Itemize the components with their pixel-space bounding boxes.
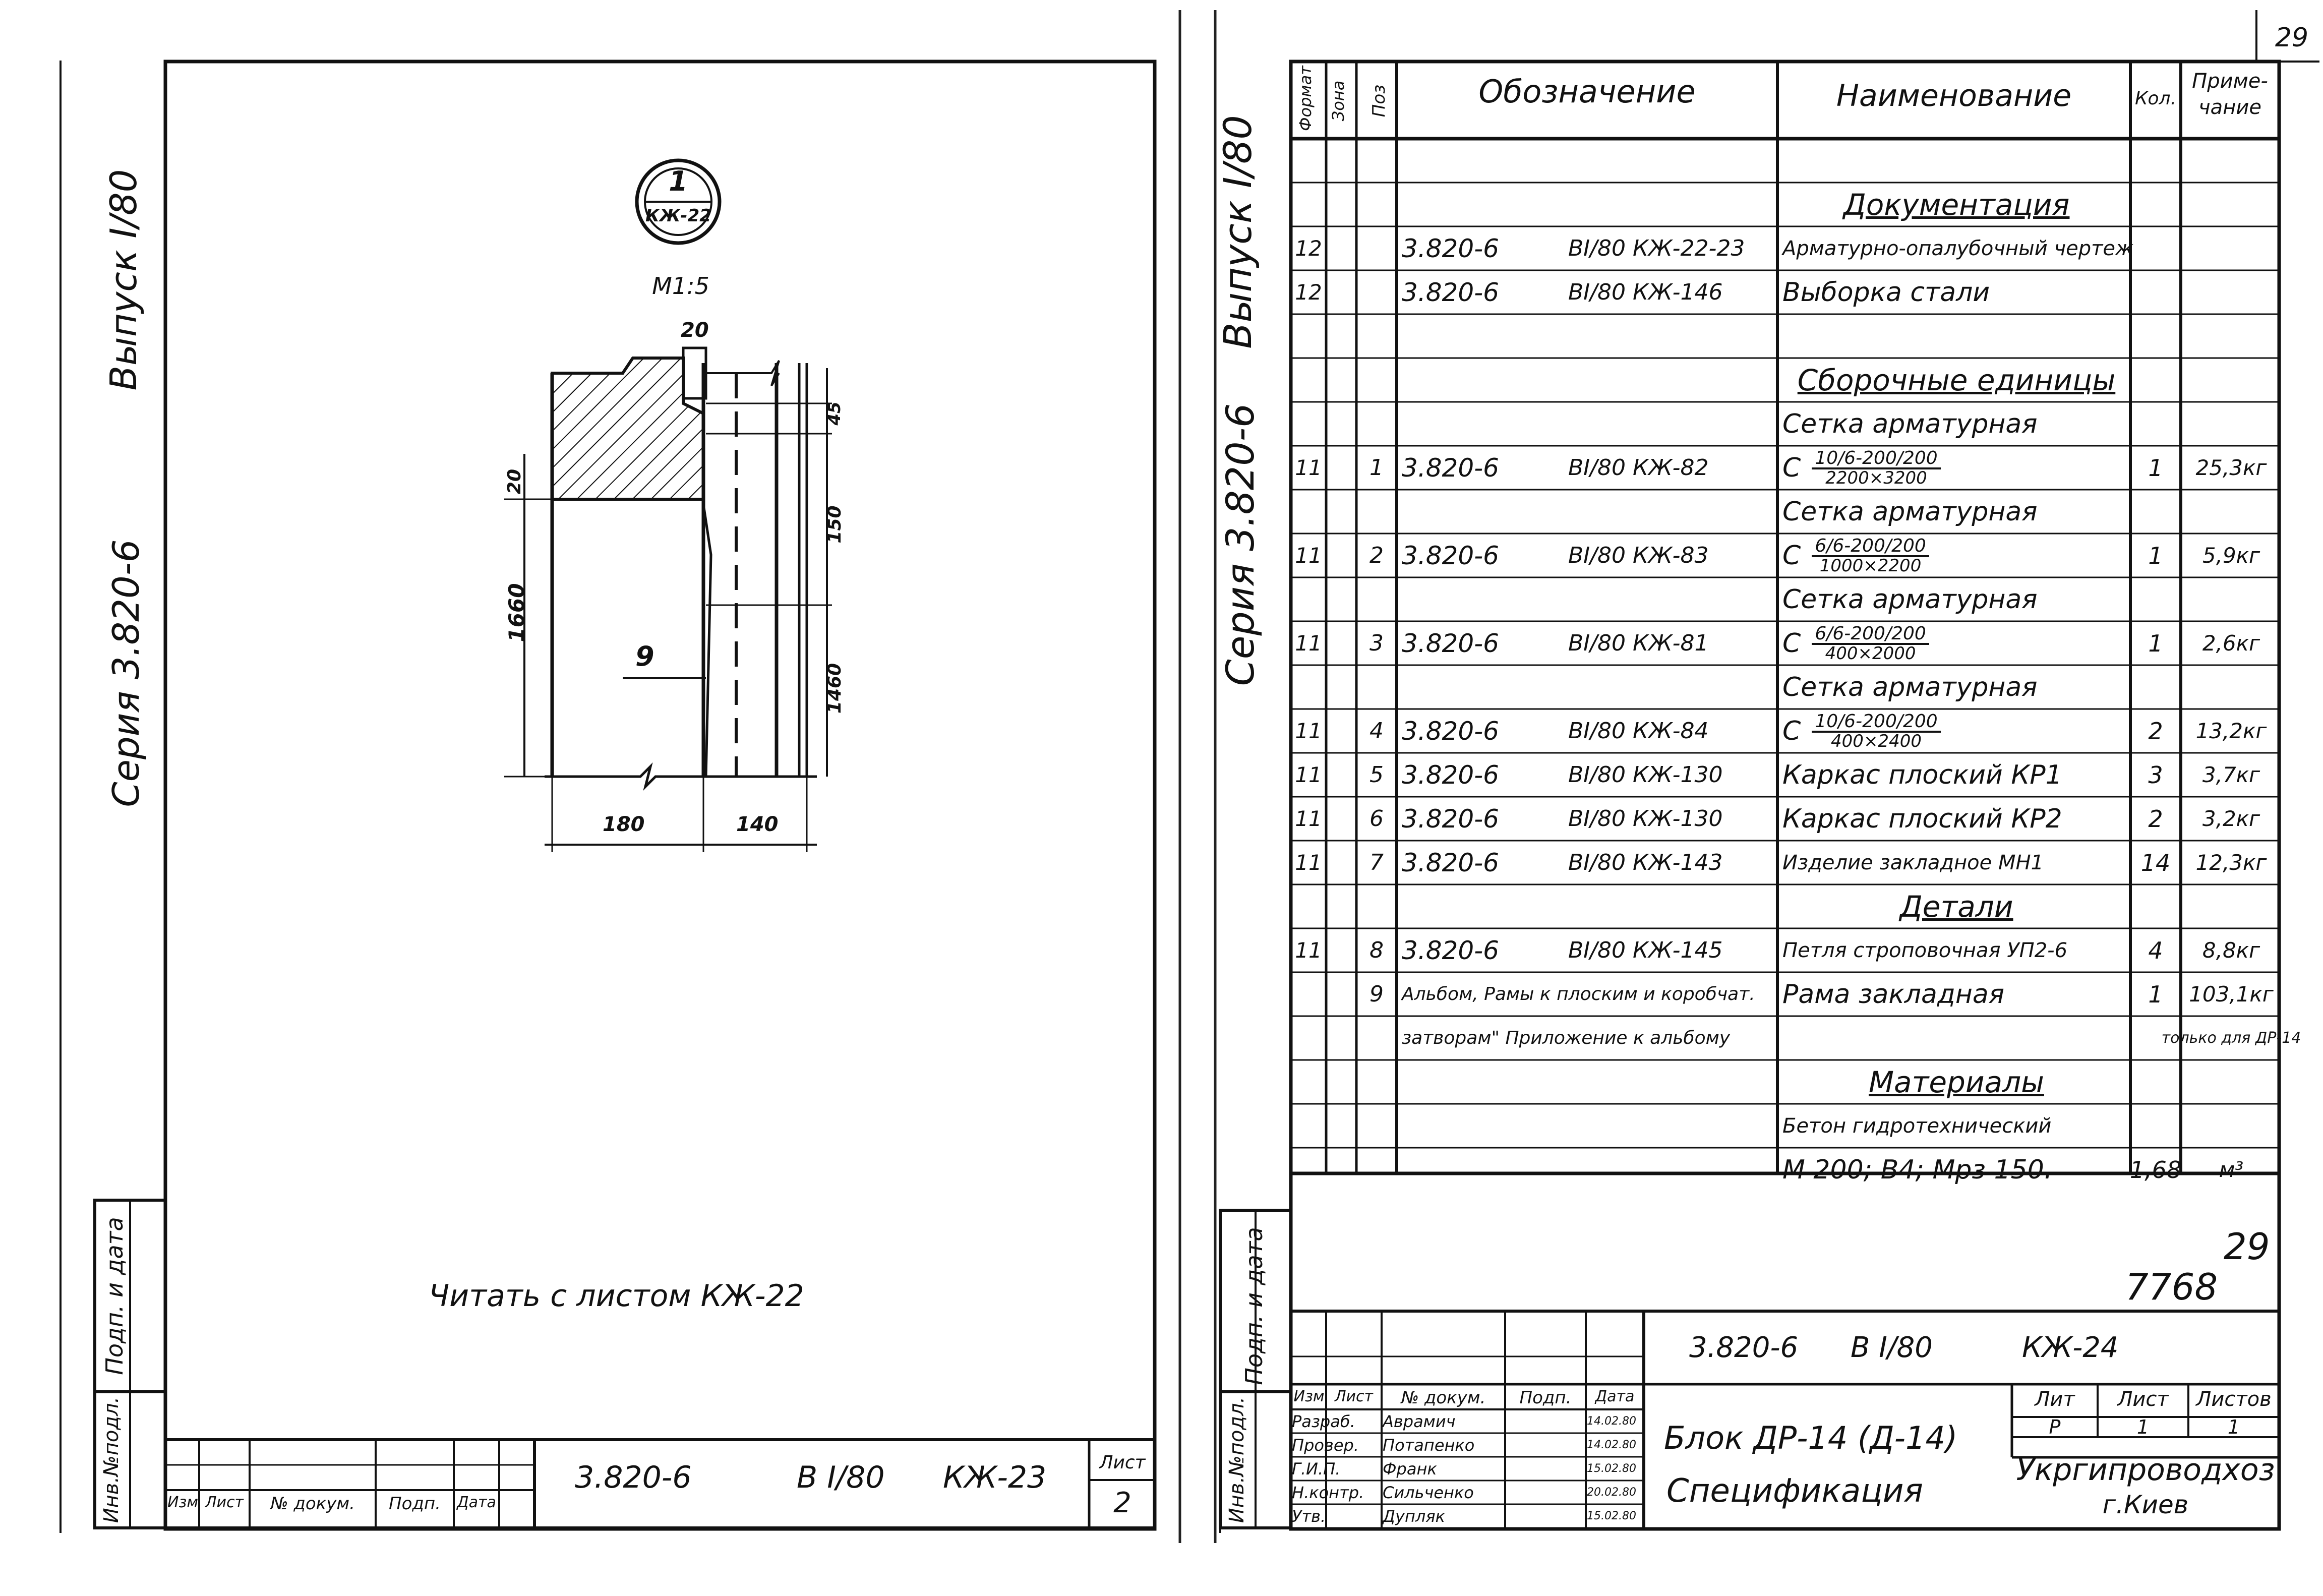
row-note: 3,2кг xyxy=(2202,806,2260,831)
row-quantity xyxy=(2130,270,2181,314)
tb-person-name: Франк xyxy=(1383,1459,1437,1479)
dim-150: 150 xyxy=(824,505,845,544)
row-position xyxy=(1356,314,1397,358)
row-name: С $\frac{10/6-200/200}{400\times 2400}$ xyxy=(1782,709,2130,753)
col-header-name: Наименование xyxy=(1836,78,2072,113)
row-position xyxy=(1356,1104,1397,1148)
row-quantity xyxy=(2130,577,2181,621)
row-note: 5,9кг xyxy=(2202,543,2260,568)
right-tb-list-value: 1 xyxy=(2136,1416,2150,1438)
row-note: 103,1кг xyxy=(2189,982,2274,1007)
row-format: 11 xyxy=(1295,850,1322,875)
mesh-spec-fraction xyxy=(1812,625,1929,662)
row-quantity xyxy=(2130,183,2181,226)
right-tb-title-1: Блок ДР-14 (Д-14) xyxy=(1664,1420,1958,1456)
mesh-spec-denominator: 400×2000 xyxy=(1825,643,1916,664)
mesh-spec-denominator: 2200×3200 xyxy=(1825,467,1927,488)
row-designation-code xyxy=(1402,1104,1553,1148)
row-designation-sheet xyxy=(1568,665,1777,709)
row-format xyxy=(1291,402,1326,446)
row-designation-sheet: ВI/80 КЖ-130 xyxy=(1568,762,1723,788)
read-with-note: Читать с листом КЖ-22 xyxy=(429,1278,804,1314)
row-designation-sheet xyxy=(1568,402,1777,446)
row-quantity xyxy=(2130,490,2181,534)
row-position xyxy=(1356,226,1397,270)
section-heading: Документация xyxy=(1843,187,2070,222)
dim-1660: 1660 xyxy=(504,583,529,642)
right-tb-lit-label: Лит xyxy=(2035,1388,2075,1411)
left-tb-h-izm: Изм xyxy=(167,1494,199,1511)
row-position xyxy=(1356,402,1397,446)
col-header-zone: Зона xyxy=(1329,80,1348,122)
right-tb-h-list: Лист xyxy=(1334,1388,1374,1405)
right-tb-issue: В I/80 xyxy=(1851,1331,1933,1364)
right-side-label-sign: Подп. и дата xyxy=(1240,1227,1268,1385)
row-note: только для ДР-14 xyxy=(2161,1029,2301,1047)
row-position xyxy=(1356,1060,1397,1104)
row-designation-code: Альбом, Рамы к плоским и коробчат. xyxy=(1402,984,1755,1004)
row-designation-code xyxy=(1402,314,1553,358)
row-note: м³ xyxy=(2219,1157,2244,1182)
mesh-spec-fraction xyxy=(1812,537,1929,574)
row-quantity: 2 xyxy=(2148,805,2163,833)
dim-20-top: 20 xyxy=(681,319,709,342)
right-tb-h-doc: № докум. xyxy=(1401,1388,1486,1408)
row-note xyxy=(2183,577,2279,621)
tb-role: Провер. xyxy=(1292,1435,1359,1455)
col-header-format: Формат xyxy=(1296,66,1315,131)
row-designation-sheet xyxy=(1568,1016,1777,1060)
row-quantity: 4 xyxy=(2148,936,2163,964)
row-quantity xyxy=(2130,226,2181,270)
row-designation-code xyxy=(1402,183,1553,226)
row-designation-code: 3.820-6 xyxy=(1402,277,1499,307)
row-format xyxy=(1291,490,1326,534)
row-position: 9 xyxy=(1369,981,1384,1007)
row-quantity: 1 xyxy=(2148,542,2163,569)
row-position xyxy=(1356,1016,1397,1060)
row-name: Сетка арматурная xyxy=(1782,672,2038,702)
row-name: Каркас плоский КР2 xyxy=(1782,803,2062,834)
mesh-spec-numerator: 10/6-200/200 xyxy=(1812,449,1940,469)
row-name: С $\frac{6/6-200/200}{400\times 2000}$ xyxy=(1782,621,2130,665)
left-tb-list-label: Лист xyxy=(1099,1452,1146,1473)
row-designation-sheet xyxy=(1568,490,1777,534)
row-designation-sheet xyxy=(1568,1104,1777,1148)
row-name: М 200; В4; Мрз 150. xyxy=(1782,1154,2053,1185)
row-note xyxy=(2183,1104,2279,1148)
row-format: 12 xyxy=(1295,280,1322,305)
right-tb-h-date: Дата xyxy=(1595,1388,1635,1405)
row-quantity xyxy=(2130,884,2181,928)
section-callout-sheet: КЖ-22 xyxy=(645,206,711,226)
right-tb-h-izm: Изм xyxy=(1293,1388,1325,1405)
row-note xyxy=(2183,270,2279,314)
row-name xyxy=(1782,314,2130,358)
right-tb-list-label: Лист xyxy=(2117,1388,2169,1411)
row-designation-sheet: ВI/80 КЖ-84 xyxy=(1568,718,1709,744)
row-designation-code: 3.820-6 xyxy=(1402,453,1499,483)
tb-date: 20.02.80 xyxy=(1587,1486,1636,1499)
row-position: 5 xyxy=(1369,762,1384,788)
row-note: 12,3кг xyxy=(2195,850,2267,875)
col-header-pos: Поз xyxy=(1369,84,1389,117)
right-tb-code: 3.820-6 xyxy=(1689,1331,1799,1364)
row-format: 11 xyxy=(1295,455,1322,480)
row-name xyxy=(1782,139,2130,183)
row-position xyxy=(1356,270,1397,314)
row-designation-code: 3.820-6 xyxy=(1402,628,1499,658)
row-designation-sheet xyxy=(1568,1060,1777,1104)
right-side-label-inv: Инв.№подл. xyxy=(1225,1396,1248,1523)
mesh-spec-denominator: 400×2400 xyxy=(1831,731,1922,751)
row-note xyxy=(2183,402,2279,446)
row-designation-code: 3.820-6 xyxy=(1402,233,1499,263)
row-quantity: 3 xyxy=(2148,761,2163,789)
row-designation-code xyxy=(1402,490,1553,534)
row-name: Каркас плоский КР1 xyxy=(1782,759,2062,790)
page-number: 29 xyxy=(2275,23,2309,53)
row-quantity xyxy=(2130,1060,2181,1104)
row-designation-sheet xyxy=(1568,884,1777,928)
right-tb-lists-value: 1 xyxy=(2227,1416,2240,1438)
row-format xyxy=(1291,358,1326,402)
row-quantity: 14 xyxy=(2140,849,2171,876)
row-format: 12 xyxy=(1295,236,1322,261)
row-format xyxy=(1291,1148,1326,1192)
tb-person-name: Аврамич xyxy=(1383,1411,1456,1431)
dim-140: 140 xyxy=(736,813,779,836)
left-vertical-issue: Выпуск I/80 xyxy=(102,169,145,391)
row-format xyxy=(1291,314,1326,358)
row-name: Выборка стали xyxy=(1782,277,1990,308)
mesh-spec-denominator: 1000×2200 xyxy=(1819,555,1922,576)
left-tb-h-date: Дата xyxy=(457,1494,496,1511)
mesh-spec-fraction xyxy=(1812,449,1940,487)
row-note xyxy=(2183,183,2279,226)
left-tb-h-sign: Подп. xyxy=(389,1494,441,1514)
section-heading: Материалы xyxy=(1869,1065,2044,1099)
section-callout-number: 1 xyxy=(669,165,688,197)
row-note xyxy=(2183,358,2279,402)
row-name: С $\frac{10/6-200/200}{2200\times 3200}$ xyxy=(1782,446,2130,490)
left-tb-issue: В I/80 xyxy=(797,1460,885,1495)
row-designation-sheet: ВI/80 КЖ-146 xyxy=(1568,279,1723,305)
row-designation-code xyxy=(1402,1148,1553,1192)
section-heading: Сборочные единицы xyxy=(1797,363,2116,397)
row-position: 6 xyxy=(1369,806,1384,832)
row-position: 1 xyxy=(1369,455,1384,481)
row-position: 8 xyxy=(1369,937,1384,963)
row-designation-sheet: ВI/80 КЖ-22-23 xyxy=(1568,235,1745,261)
mesh-spec-numerator: 6/6-200/200 xyxy=(1812,625,1929,645)
right-vertical-issue: Выпуск I/80 xyxy=(1215,115,1260,349)
row-designation-sheet: ВI/80 КЖ-82 xyxy=(1568,455,1709,481)
row-designation-code xyxy=(1402,577,1553,621)
row-designation-sheet xyxy=(1568,314,1777,358)
row-position xyxy=(1356,884,1397,928)
mesh-spec-numerator: 10/6-200/200 xyxy=(1812,713,1940,733)
row-designation-code xyxy=(1402,1060,1553,1104)
tb-date: 14.02.80 xyxy=(1587,1439,1636,1451)
row-format xyxy=(1291,1016,1326,1060)
row-designation-sheet: ВI/80 КЖ-130 xyxy=(1568,806,1723,832)
col-header-note-1: Приме- xyxy=(2192,70,2268,93)
row-format: 11 xyxy=(1295,631,1322,656)
row-position xyxy=(1356,577,1397,621)
row-note xyxy=(2183,490,2279,534)
row-format xyxy=(1291,183,1326,226)
dim-20-left: 20 xyxy=(504,468,525,495)
left-tb-h-list: Лист xyxy=(205,1494,244,1511)
row-quantity: 1 xyxy=(2148,629,2163,657)
row-position xyxy=(1356,1148,1397,1192)
row-format xyxy=(1291,1060,1326,1104)
row-name: Сетка арматурная xyxy=(1782,408,2038,439)
left-tb-h-doc: № докум. xyxy=(270,1494,355,1514)
row-quantity: 1 xyxy=(2148,980,2163,1008)
row-designation-code: 3.820-6 xyxy=(1402,804,1499,834)
right-vertical-series: Серия 3.820-6 xyxy=(1218,403,1263,686)
dim-1460: 1460 xyxy=(824,663,845,714)
row-designation-code xyxy=(1402,884,1553,928)
row-designation-sheet: ВI/80 КЖ-83 xyxy=(1568,543,1709,568)
stamp-29: 29 xyxy=(2224,1225,2270,1268)
tb-person-name: Дупляк xyxy=(1383,1506,1445,1526)
right-tb-org: Укргипроводхоз xyxy=(2016,1452,2275,1488)
row-format: 11 xyxy=(1295,938,1322,963)
row-designation-sheet xyxy=(1568,139,1777,183)
tb-role: Утв. xyxy=(1292,1506,1326,1526)
row-designation-sheet xyxy=(1568,183,1777,226)
row-designation-code: 3.820-6 xyxy=(1402,760,1499,790)
row-format xyxy=(1291,884,1326,928)
row-note xyxy=(2183,1060,2279,1104)
row-name: Изделие закладное МН1 xyxy=(1782,851,2044,874)
row-position xyxy=(1356,490,1397,534)
tb-role: Н.контр. xyxy=(1292,1483,1364,1502)
row-format xyxy=(1291,972,1326,1016)
row-format xyxy=(1291,665,1326,709)
row-quantity xyxy=(2130,1104,2181,1148)
left-side-label-sign: Подп. и дата xyxy=(101,1217,128,1375)
row-designation-code: затворам" Приложение к альбому xyxy=(1402,1028,1731,1048)
col-header-qty: Кол. xyxy=(2134,88,2177,109)
row-designation-code xyxy=(1402,139,1553,183)
row-designation-sheet xyxy=(1568,577,1777,621)
row-note: 2,6кг xyxy=(2202,631,2260,656)
row-position: 2 xyxy=(1369,543,1384,568)
mesh-spec-fraction xyxy=(1812,713,1940,750)
row-designation-code xyxy=(1402,665,1553,709)
col-header-designation: Обозначение xyxy=(1478,73,1696,110)
left-tb-code: 3.820-6 xyxy=(575,1460,692,1495)
row-note xyxy=(2183,139,2279,183)
row-position xyxy=(1356,358,1397,402)
row-designation-code: 3.820-6 xyxy=(1402,935,1499,965)
right-tb-sheet-code: КЖ-24 xyxy=(2022,1331,2119,1364)
row-position xyxy=(1356,665,1397,709)
left-side-label-inv: Инв.№подл. xyxy=(100,1396,123,1523)
dim-45: 45 xyxy=(824,401,845,426)
row-format xyxy=(1291,577,1326,621)
row-note xyxy=(2183,665,2279,709)
row-format: 11 xyxy=(1295,719,1322,743)
row-quantity xyxy=(2130,358,2181,402)
row-name: Рама закладная xyxy=(1782,979,2004,1010)
row-format: 11 xyxy=(1295,806,1322,831)
row-designation-code: 3.820-6 xyxy=(1402,541,1499,570)
right-tb-lists-label: Листов xyxy=(2196,1388,2272,1411)
row-name: Петля строповочная УП2-6 xyxy=(1782,938,2068,962)
left-tb-list-value: 2 xyxy=(1113,1487,1131,1519)
row-designation-code: 3.820-6 xyxy=(1402,716,1499,746)
row-designation-sheet: ВI/80 КЖ-143 xyxy=(1568,850,1723,875)
row-name: Арматурно-опалубочный чертеж xyxy=(1782,237,2134,260)
right-tb-city: г.Киев xyxy=(2102,1490,2189,1519)
drawing-scale: М1:5 xyxy=(652,272,709,300)
row-note xyxy=(2183,884,2279,928)
row-designation-code xyxy=(1402,358,1553,402)
row-quantity xyxy=(2130,314,2181,358)
section-drawing xyxy=(504,348,832,852)
row-quantity: 1 xyxy=(2148,454,2163,482)
leader-label-9: 9 xyxy=(635,640,654,672)
tb-date: 14.02.80 xyxy=(1587,1415,1636,1428)
tb-role: Г.И.П. xyxy=(1292,1459,1341,1479)
section-heading: Детали xyxy=(1899,889,2013,924)
row-quantity: 2 xyxy=(2148,717,2163,745)
row-name xyxy=(1782,1016,2130,1060)
row-designation-sheet xyxy=(1568,358,1777,402)
row-quantity: 1,68 xyxy=(2129,1156,2182,1184)
left-tb-sheet-code: КЖ-23 xyxy=(943,1460,1047,1495)
row-quantity xyxy=(2130,402,2181,446)
row-position: 3 xyxy=(1369,630,1384,656)
row-designation-code: 3.820-6 xyxy=(1402,848,1499,877)
mesh-spec-numerator: 6/6-200/200 xyxy=(1812,537,1929,557)
row-format: 11 xyxy=(1295,762,1322,787)
row-designation-sheet: ВI/80 КЖ-145 xyxy=(1568,937,1723,963)
row-note xyxy=(2183,314,2279,358)
col-header-note-2: чание xyxy=(2198,96,2261,119)
row-name: С $\frac{6/6-200/200}{1000\times 2200}$ xyxy=(1782,534,2130,577)
row-note: 3,7кг xyxy=(2202,762,2260,787)
left-vertical-series: Серия 3.820-6 xyxy=(105,539,147,807)
row-designation-sheet xyxy=(1568,972,1777,1016)
row-format: 11 xyxy=(1295,543,1322,568)
row-name: Сетка арматурная xyxy=(1782,584,2038,615)
tb-date: 15.02.80 xyxy=(1587,1462,1636,1475)
tb-person-name: Потапенко xyxy=(1383,1435,1475,1455)
row-name: Сетка арматурная xyxy=(1782,496,2038,527)
row-format xyxy=(1291,139,1326,183)
row-position: 7 xyxy=(1369,850,1384,875)
row-name: Бетон гидротехнический xyxy=(1782,1114,2052,1138)
stamp-7768: 7768 xyxy=(2125,1266,2218,1308)
row-position: 4 xyxy=(1369,718,1384,744)
dim-180: 180 xyxy=(603,813,645,836)
right-tb-h-sign: Подп. xyxy=(1519,1388,1572,1408)
row-note: 13,2кг xyxy=(2195,719,2267,743)
right-tb-lit-value: Р xyxy=(2049,1416,2061,1438)
row-note: 25,3кг xyxy=(2195,455,2267,480)
row-designation-sheet xyxy=(1568,1148,1777,1192)
tb-role: Разраб. xyxy=(1292,1411,1355,1431)
tb-person-name: Сильченко xyxy=(1383,1483,1474,1502)
row-format xyxy=(1291,1104,1326,1148)
row-quantity xyxy=(2130,139,2181,183)
row-position xyxy=(1356,183,1397,226)
row-position xyxy=(1356,139,1397,183)
row-note xyxy=(2183,226,2279,270)
row-designation-sheet: ВI/80 КЖ-81 xyxy=(1568,630,1709,656)
right-tb-title-2: Спецификация xyxy=(1666,1472,1923,1510)
tb-date: 15.02.80 xyxy=(1587,1510,1636,1522)
row-designation-code xyxy=(1402,402,1553,446)
row-quantity xyxy=(2130,665,2181,709)
row-note: 8,8кг xyxy=(2202,938,2260,963)
